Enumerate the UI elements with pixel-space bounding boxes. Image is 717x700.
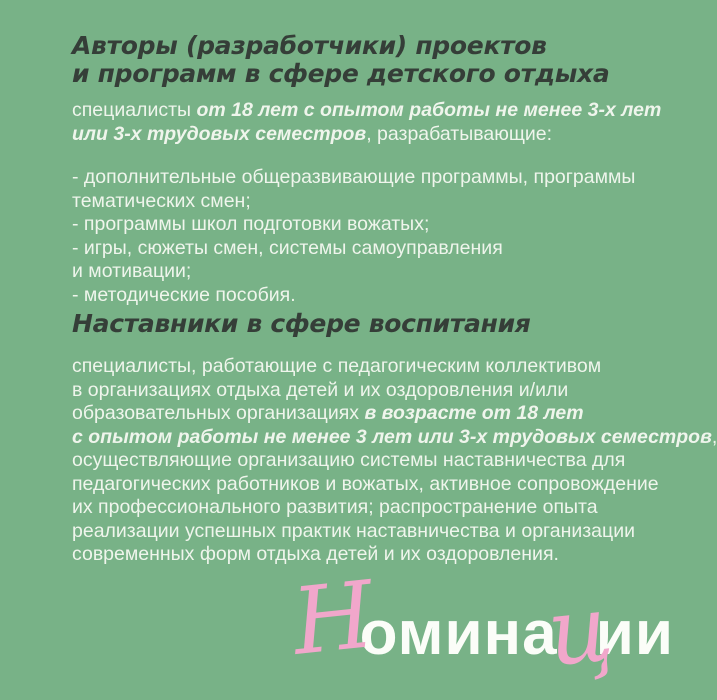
list-item: - игры, сюжеты смен, системы самоуправления xyxy=(72,236,503,259)
paragraph-mentors xyxy=(72,355,717,567)
paragraph-line xyxy=(72,402,717,426)
text-segment-bold: с опытом работы не менее 3 лет или 3-х трудовых семестров xyxy=(72,425,712,448)
logo-nominations xyxy=(287,561,674,688)
paragraph-authors-intro xyxy=(72,99,661,146)
paragraph-line xyxy=(72,379,717,403)
heading-line: Наставники в сфере воспитания xyxy=(72,309,531,338)
list-item: - дополнительные общеразвивающие программы, программы xyxy=(72,166,636,188)
text-segment: современных форм отдыха детей и их оздоровления. xyxy=(72,543,559,565)
text-segment-bold: в возрасте от 18 лет xyxy=(364,402,584,424)
logo-text: омина xyxy=(359,599,558,668)
paragraph-line xyxy=(72,355,717,379)
paragraph-line xyxy=(72,99,661,123)
paragraph-line xyxy=(72,473,717,497)
text-segment-bold: или 3-х трудовых семестров xyxy=(72,122,367,145)
heading-line: и программ в сфере детского отдыха xyxy=(72,59,610,88)
heading-mentors xyxy=(72,310,531,338)
list-item: тематических смен; xyxy=(72,189,251,212)
paragraph-line xyxy=(72,543,717,567)
logo-script-letter-ts: ц xyxy=(542,573,618,688)
list-item: - программы школ подготовки вожатых; xyxy=(72,213,430,235)
text-segment: , xyxy=(711,425,717,448)
text-segment: осуществляющие организацию системы наставничества для xyxy=(72,449,626,471)
list-item: - методические пособия. xyxy=(72,283,296,306)
list-author-deliverables xyxy=(72,166,635,307)
logo-text: ии xyxy=(595,599,674,668)
text-segment: педагогических работников и вожатых, активное сопровождение xyxy=(72,472,659,495)
text-segment: образовательных организациях xyxy=(72,402,365,424)
paragraph-line xyxy=(72,426,717,450)
text-segment: их профессионального развития; распространение опыта xyxy=(72,496,598,518)
text-segment: , разрабатывающие: xyxy=(366,122,553,145)
logo-script-letter-n: Н xyxy=(287,561,379,676)
heading-line: Авторы (разработчики) проектов xyxy=(72,31,547,60)
list-item: и мотивации; xyxy=(72,260,192,282)
text-segment: специалисты, работающие с педагогическим коллективом xyxy=(72,355,602,377)
text-segment: в организациях отдыха детей и их оздоровления и/или xyxy=(72,378,569,401)
paragraph-line xyxy=(72,520,717,544)
heading-authors xyxy=(72,32,609,88)
paragraph-line xyxy=(72,496,717,520)
paragraph-line xyxy=(72,123,661,147)
text-segment: реализации успешных практик наставничества и организации xyxy=(72,519,635,542)
paragraph-line xyxy=(72,449,717,473)
text-segment-bold: от 18 лет с опытом работы не менее 3-х лет xyxy=(196,99,662,121)
text-segment: специалисты xyxy=(72,99,197,121)
